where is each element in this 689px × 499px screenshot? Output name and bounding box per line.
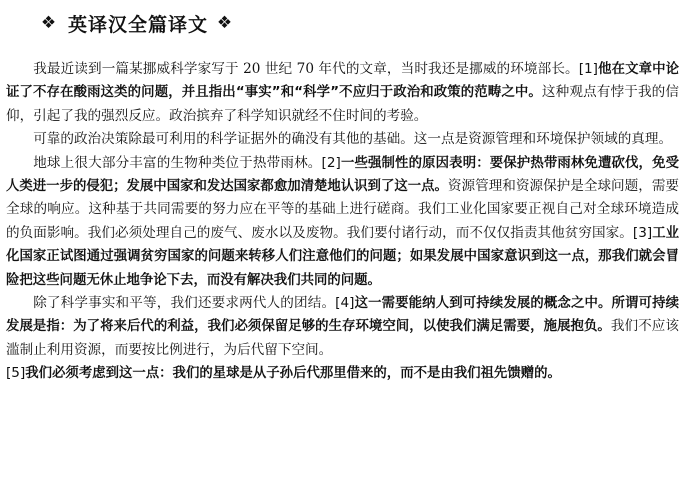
text-segment: 我们不应该滥制止利用资源，而要按比例进行，为后代留下空间。: [6, 318, 679, 358]
text-segment: 可靠的政治决策除最可利用的科学证据外的确没有其他的基础。这一点是资源管理和环境保护领域的真理。: [33, 131, 673, 148]
article-body: [6, 58, 679, 386]
text-segment: 我最近读到一篇某挪威科学家写于 20 世纪 70 年代的文章，当时我还是挪威的环境部长。: [33, 61, 579, 77]
text-segment: 资源管理和资源保护是全球问题，需要全球的响应。这种基于共同需要的努力应在平等的基础上进行磋商。我们工业化国家要正视自己对全球环境造成的负面影响。我们必须处理自己的废气、废水以及废物。我们要付诸行动，而不仅仅指责其他贫穷国家。: [6, 178, 680, 241]
ornament-right-icon: ❖: [216, 13, 234, 33]
emphasized-sentence-3: 工业化国家正试图通过强调贫穷国家的问题来转移人们注意他们的问题；如果发展中国家意识到这一点，那我们就会冒险把这些问题无休止地争论下去，而没有解决我们共同的问题。: [6, 225, 680, 288]
emphasized-sentence-1: 他在文章中论证了不存在酸雨这类的问题，并且指出“事实”和“科学”不应归于政治和政策的范畴之中。: [6, 62, 679, 101]
text-segment: 地球上很大部分丰富的生物种类位于热带雨林。: [33, 154, 322, 171]
emphasized-sentence-5: 我们必须考虑到这一点：我们的星球是从子孙后代那里借来的，而不是由我们祖先馈赠的。: [25, 366, 561, 382]
footnote-marker-1: [1]: [578, 61, 598, 77]
paragraph-3: [6, 152, 679, 292]
text-segment: 除了科学事实和平等，我们还要求两代人的团结。: [33, 295, 336, 312]
paragraph-1: [6, 58, 679, 128]
paragraph-4: [6, 292, 679, 362]
footnote-marker-3: [3]: [632, 224, 653, 241]
text-segment: 这种观点有悖于我的信仰，引起了我的强烈反应。政治摈弃了科学知识就经不住时间的考验。: [6, 84, 679, 124]
footnote-marker-5: [5]: [6, 365, 26, 382]
title-text: 英译汉全篇译文: [68, 13, 209, 36]
footnote-marker-2: [2]: [321, 154, 341, 171]
ornament-left-icon: ❖: [40, 13, 58, 33]
emphasized-sentence-4: 这一需要能纳人到可持续发展的概念之中。所谓可持续发展是指：为了将来后代的利益，我们必须保留足够的生存环境空间，以使我们满足需要，施展抱负。: [6, 296, 679, 335]
paragraph-2: [6, 128, 679, 151]
emphasized-sentence-2: 一些强制性的原因表明：要保护热带雨林免遭砍伐，免受人类进一步的侵犯；发展中国家和发达国家都愈加清楚地认识到了这一点。: [6, 155, 680, 195]
paragraph-5: [6, 362, 679, 385]
document-title: [38, 8, 679, 38]
footnote-marker-4: [4]: [335, 295, 355, 312]
